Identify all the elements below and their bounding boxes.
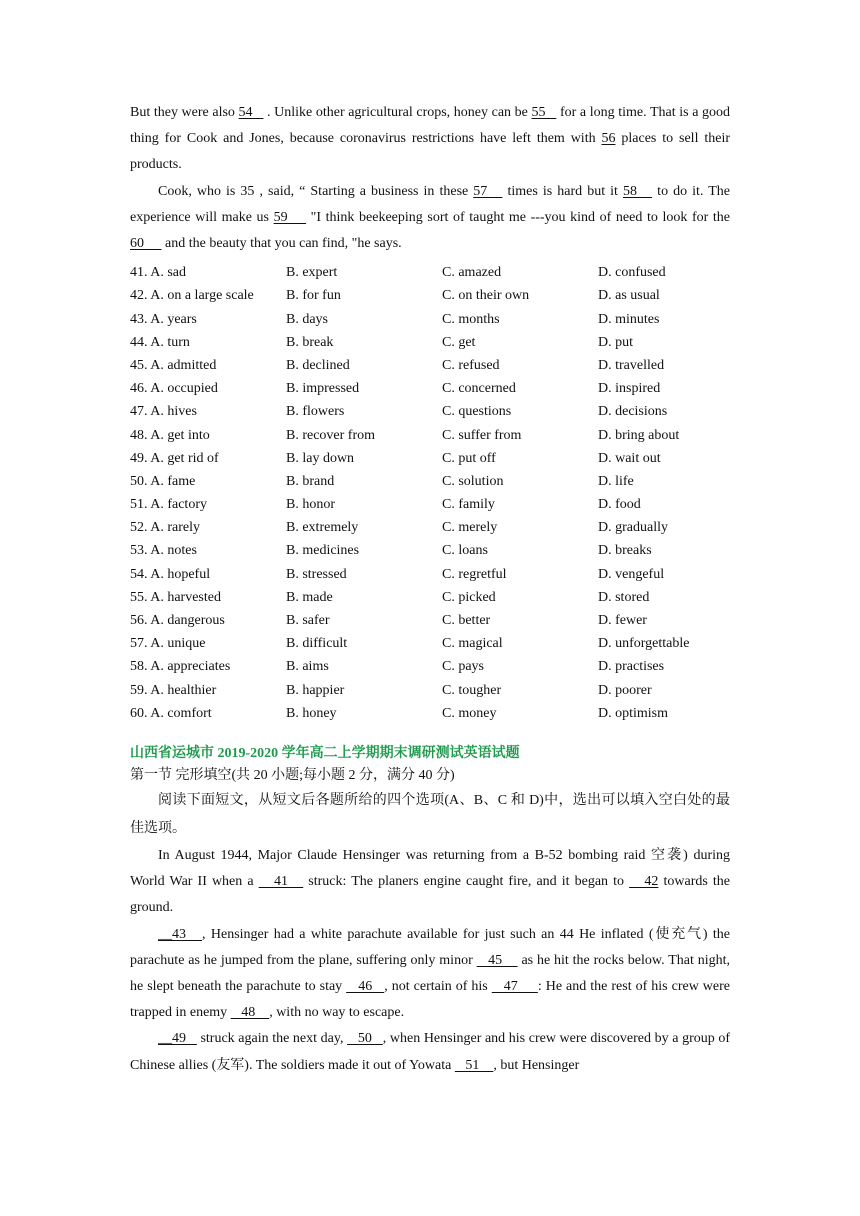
answer-blank: 41: [258, 874, 304, 890]
option-row: [130, 563, 730, 586]
option-choice: 42. A. on a large scale: [130, 288, 254, 304]
option-row: [130, 400, 730, 423]
option-choice: C. on their own: [442, 288, 530, 304]
answer-blank: 59: [273, 209, 307, 225]
section-title: 山西省运城市 2019-2020 学年高二上学期期末调研测试英语试题: [130, 745, 520, 761]
passage-text: Cook, who is 35 , said, “ Starting a business in these: [158, 183, 474, 199]
answer-blank: 48: [230, 1005, 270, 1021]
option-choice: B. honor: [286, 497, 335, 513]
passage-text: In August 1944, Major Claude Hensinger was returning from a B-52 bombing raid 空袭) during World War II when a: [130, 847, 730, 890]
option-row: [130, 470, 730, 493]
option-row: [130, 516, 730, 539]
passage-text: to do it. The experience will make us: [130, 183, 731, 225]
passage-text: as he hit the rocks below. That night, he slept beneath the parachute to stay: [130, 952, 731, 994]
passage-text: But they were also: [130, 105, 239, 120]
option-choice: C. magical: [442, 636, 503, 652]
option-choice: D. poorer: [598, 682, 652, 698]
answer-blank: 51: [454, 1057, 494, 1073]
option-row: [130, 308, 730, 331]
option-choice: 49. A. get rid of: [130, 450, 219, 466]
option-row: [130, 632, 730, 655]
option-choice: B. extremely: [286, 520, 359, 536]
option-choice: C. solution: [442, 473, 504, 489]
passage-text: times is hard but it: [502, 183, 623, 199]
option-choice: D. wait out: [598, 450, 661, 466]
option-choice: D. fewer: [598, 613, 647, 629]
option-choice: D. unforgettable: [598, 636, 690, 652]
option-choice: 52. A. rarely: [130, 520, 200, 536]
option-row: [130, 284, 730, 307]
option-choice: B. flowers: [286, 404, 345, 420]
option-choice: 60. A. comfort: [130, 705, 212, 721]
option-choice: C. put off: [442, 450, 496, 466]
option-choice: 50. A. fame: [130, 473, 196, 489]
answer-blank: 47: [491, 978, 538, 994]
section-instruction: 阅读下面短文，从短文后各题所给的四个选项(A、B、C 和 D)中，选出可以填入空白处的最佳选项。: [130, 792, 730, 836]
option-choice: B. impressed: [286, 381, 360, 397]
option-choice: D. minutes: [598, 311, 660, 327]
passage-paragraph: [130, 922, 730, 1027]
passage-text: , when Hensinger and his crew were discovered by a group of Chinese allies (友军). The soldiers made it out of Yowata: [130, 1031, 731, 1073]
option-choice: C. regretful: [442, 566, 507, 582]
option-choice: B. recover from: [286, 427, 376, 443]
options-list: [130, 261, 730, 725]
option-choice: B. aims: [286, 659, 329, 675]
passage-text: for a long time. That is a good thing for Cook and Jones, because coronavirus restrictions have left them with: [130, 105, 731, 147]
option-choice: B. honey: [286, 705, 337, 721]
option-choice: B. stressed: [286, 566, 347, 582]
option-choice: B. safer: [286, 613, 330, 629]
option-choice: C. better: [442, 613, 491, 629]
option-choice: 54. A. hopeful: [130, 566, 211, 582]
option-row: [130, 655, 730, 678]
option-choice: 58. A. appreciates: [130, 659, 231, 675]
passage-text: places to sell their products.: [130, 131, 730, 173]
option-choice: 44. A. turn: [130, 334, 190, 350]
answer-blank: 57: [473, 183, 503, 199]
option-choice: D. decisions: [598, 404, 668, 420]
option-row: [130, 609, 730, 632]
option-choice: 53. A. notes: [130, 543, 197, 559]
option-choice: C. tougher: [442, 682, 502, 698]
option-choice: C. pays: [442, 659, 484, 675]
section-subtitle: 第一节 完形填空(共 20 小题;每小题 2 分，满分 40 分): [130, 767, 455, 783]
answer-blank: 46: [346, 978, 385, 994]
passage-text: . Unlike other agricultural crops, honey can be: [263, 105, 532, 120]
answer-blank: __49: [158, 1031, 197, 1047]
option-choice: C. picked: [442, 589, 496, 605]
passage-text: : He and the rest of his crew were trapped in enemy: [130, 978, 731, 1021]
passage-text: struck again the next day,: [196, 1031, 348, 1047]
document-page: [130, 100, 730, 1079]
option-choice: C. money: [442, 705, 497, 721]
answer-blank: 56: [601, 131, 616, 147]
passage-paragraph: [130, 100, 730, 179]
passage-text: struck: The planers engine caught fire, and it began to: [303, 874, 630, 890]
option-choice: 57. A. unique: [130, 636, 206, 652]
option-choice: C. loans: [442, 543, 488, 559]
option-choice: B. for fun: [286, 288, 341, 304]
answer-blank: 42: [629, 874, 659, 890]
passage-text: , Hensinger had a white parachute available for just such an 44 He inflated (使充气) the parachute as he jumped from the plane, suffering only minor: [130, 926, 730, 968]
answer-blank: __43: [158, 926, 203, 942]
option-choice: B. lay down: [286, 450, 355, 466]
option-choice: C. merely: [442, 520, 498, 536]
passage-text: and the beauty that you can find, "he says.: [161, 236, 402, 252]
option-row: [130, 424, 730, 447]
option-choice: 45. A. admitted: [130, 357, 217, 373]
answer-blank: 60: [130, 236, 162, 252]
option-choice: B. break: [286, 334, 334, 350]
option-choice: C. get: [442, 334, 476, 350]
option-choice: 55. A. harvested: [130, 589, 221, 605]
option-choice: 43. A. years: [130, 311, 197, 327]
option-choice: C. months: [442, 311, 500, 327]
passage-text: , with no way to escape.: [269, 1005, 405, 1021]
option-row: [130, 586, 730, 609]
option-choice: D. gradually: [598, 520, 668, 536]
option-choice: C. concerned: [442, 381, 516, 397]
answer-blank: 58: [622, 183, 653, 199]
answer-blank: 55: [531, 105, 557, 120]
option-choice: C. questions: [442, 404, 512, 420]
passage-paragraph: [130, 1026, 730, 1078]
option-choice: B. difficult: [286, 636, 348, 652]
option-choice: B. made: [286, 589, 333, 605]
option-choice: D. vengeful: [598, 566, 665, 582]
passage-paragraph: [130, 179, 730, 258]
option-choice: D. stored: [598, 589, 650, 605]
option-choice: C. refused: [442, 357, 500, 373]
answer-blank: 45: [476, 952, 518, 968]
option-choice: D. travelled: [598, 357, 665, 373]
passage-text: towards the ground.: [130, 874, 731, 916]
answer-blank: 50: [347, 1031, 383, 1047]
option-choice: B. declined: [286, 357, 350, 373]
answer-blank: 54: [238, 105, 264, 120]
passage-text: , but Hensinger: [493, 1057, 580, 1073]
option-row: [130, 679, 730, 702]
option-choice: D. put: [598, 334, 633, 350]
option-choice: D. food: [598, 497, 641, 513]
option-choice: 56. A. dangerous: [130, 613, 225, 629]
passage-text: , not certain of his: [384, 978, 492, 994]
option-choice: D. life: [598, 473, 634, 489]
option-choice: 51. A. factory: [130, 497, 207, 513]
passage-paragraph: [130, 843, 730, 922]
option-choice: C. suffer from: [442, 427, 522, 443]
option-row: [130, 354, 730, 377]
option-choice: D. practises: [598, 659, 665, 675]
option-choice: 47. A. hives: [130, 404, 197, 420]
option-choice: 41. A. sad: [130, 265, 186, 281]
option-row: [130, 539, 730, 562]
option-row: [130, 377, 730, 400]
option-choice: B. expert: [286, 265, 338, 281]
option-choice: 59. A. healthier: [130, 682, 217, 698]
option-choice: 46. A. occupied: [130, 381, 218, 397]
option-choice: B. brand: [286, 473, 335, 489]
option-choice: D. optimism: [598, 705, 669, 721]
option-choice: C. family: [442, 497, 495, 513]
option-choice: 48. A. get into: [130, 427, 210, 443]
option-choice: D. bring about: [598, 427, 680, 443]
option-row: [130, 702, 730, 725]
option-choice: B. happier: [286, 682, 345, 698]
option-choice: D. inspired: [598, 381, 661, 397]
option-choice: B. medicines: [286, 543, 360, 559]
option-row: [130, 261, 730, 284]
passage-text: "I think beekeeping sort of taught me ---you kind of need to look for the: [306, 209, 731, 225]
option-choice: D. breaks: [598, 543, 652, 559]
option-choice: D. confused: [598, 265, 666, 281]
option-choice: B. days: [286, 311, 328, 327]
option-row: [130, 331, 730, 354]
option-row: [130, 493, 730, 516]
option-choice: D. as usual: [598, 288, 660, 304]
option-row: [130, 447, 730, 470]
option-choice: C. amazed: [442, 265, 502, 281]
